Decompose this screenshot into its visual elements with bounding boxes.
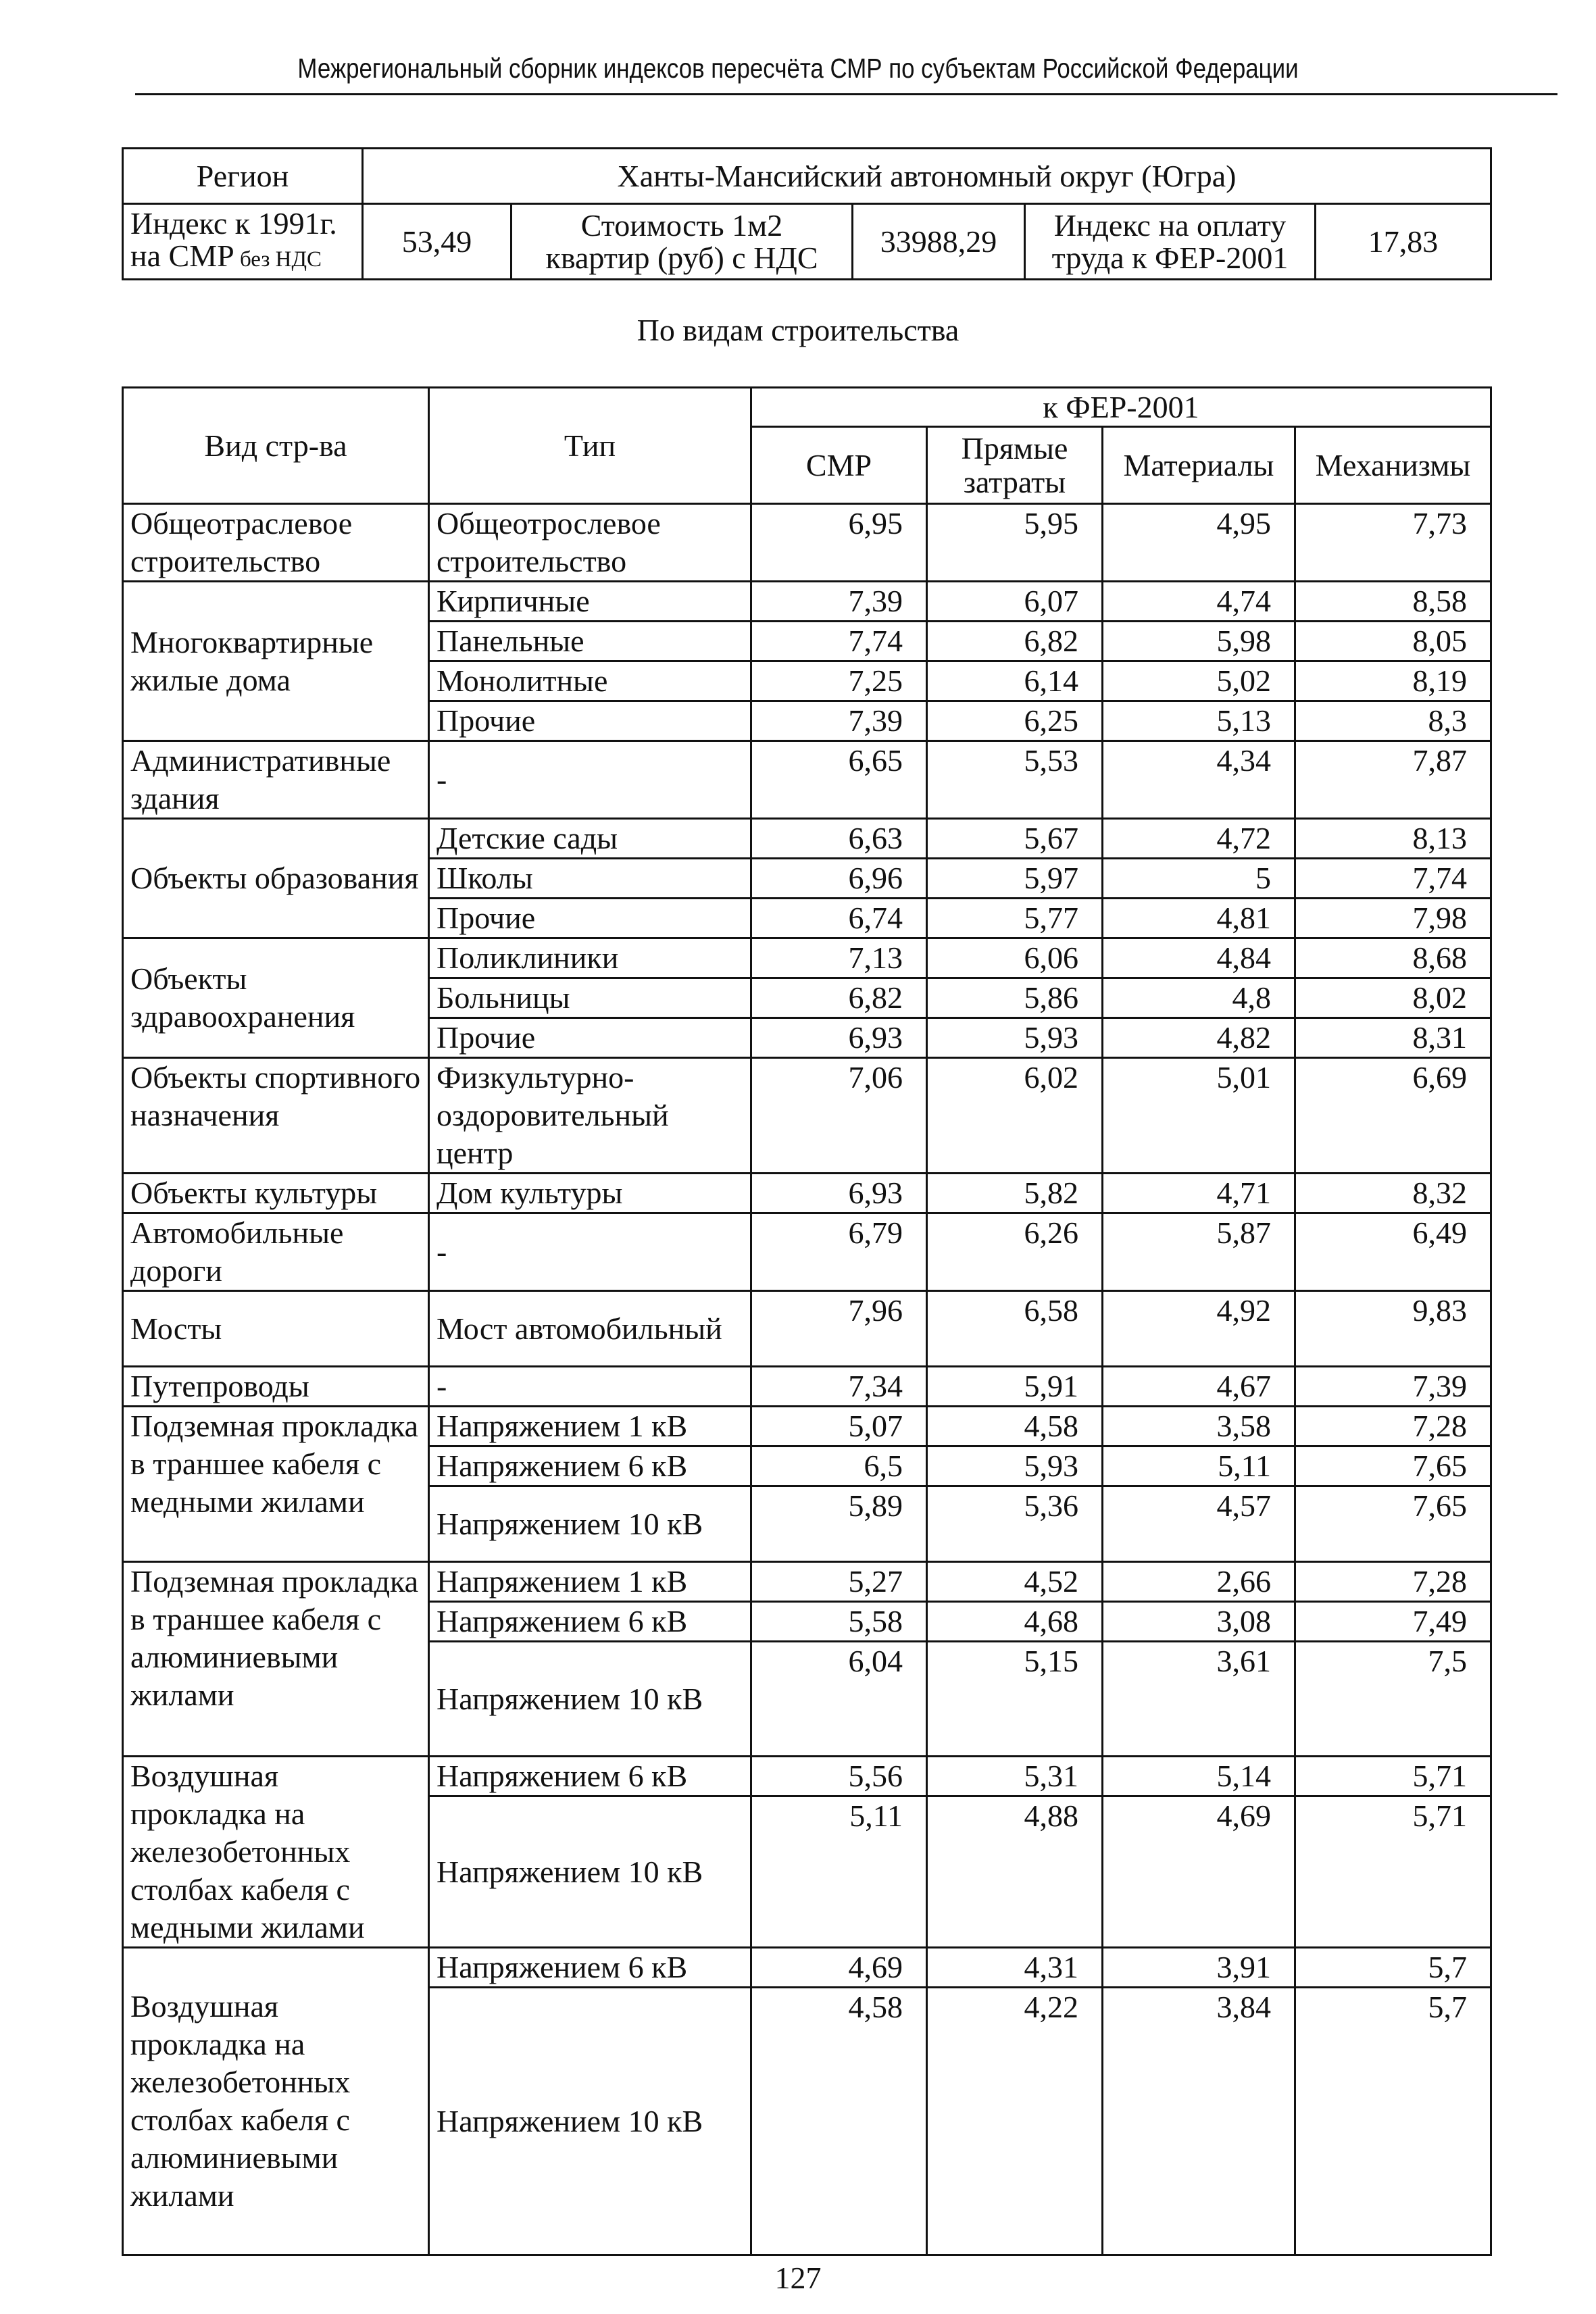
materials-value: 5,14 xyxy=(1103,1757,1295,1796)
direct-costs-value: 6,82 xyxy=(927,622,1103,661)
direct-costs-value: 5,86 xyxy=(927,978,1103,1018)
labor-label xyxy=(1025,204,1316,280)
machines-value: 8,68 xyxy=(1295,938,1491,978)
machines-value: 8,58 xyxy=(1295,582,1491,622)
direct-costs-value: 5,95 xyxy=(927,504,1103,582)
smr-value: 7,13 xyxy=(751,938,927,978)
machines-value: 7,28 xyxy=(1295,1562,1491,1602)
smr-value: 5,27 xyxy=(751,1562,927,1602)
construction-type-cell: Кирпичные xyxy=(429,582,751,622)
header-machines: Механизмы xyxy=(1295,427,1491,504)
materials-value: 4,69 xyxy=(1103,1796,1295,1948)
construction-type-cell: Напряжением 6 кВ xyxy=(429,1602,751,1642)
header-smr: СМР xyxy=(751,427,927,504)
cost-value: 33988,29 xyxy=(853,204,1025,280)
smr-value: 5,89 xyxy=(751,1486,927,1562)
construction-type-cell: Дом культуры xyxy=(429,1174,751,1213)
materials-value: 3,58 xyxy=(1103,1407,1295,1447)
table-row xyxy=(123,582,1491,622)
header-rule xyxy=(135,93,1557,95)
smr-value: 6,63 xyxy=(751,819,927,859)
machines-value: 7,65 xyxy=(1295,1447,1491,1486)
construction-kind-cell: Многоквартирные жилые дома xyxy=(123,582,429,741)
smr-value: 7,25 xyxy=(751,661,927,701)
construction-type-cell: Физкультурно-оздоровительный центр xyxy=(429,1058,751,1174)
smr-value: 7,06 xyxy=(751,1058,927,1174)
smr-value: 7,96 xyxy=(751,1291,927,1367)
materials-value: 4,81 xyxy=(1103,899,1295,938)
materials-value: 3,84 xyxy=(1103,1988,1295,2255)
smr-value: 4,58 xyxy=(751,1988,927,2255)
direct-costs-value: 5,67 xyxy=(927,819,1103,859)
direct-costs-value: 5,77 xyxy=(927,899,1103,938)
direct-costs-value: 5,93 xyxy=(927,1018,1103,1058)
construction-type-cell: Напряжением 10 кВ xyxy=(429,1486,751,1562)
table-row xyxy=(123,1757,1491,1796)
materials-value: 4,72 xyxy=(1103,819,1295,859)
header-type: Тип xyxy=(429,388,751,504)
direct-costs-value: 4,31 xyxy=(927,1948,1103,1988)
labor-label-line1: Индекс на оплату xyxy=(1053,207,1287,243)
materials-value: 3,08 xyxy=(1103,1602,1295,1642)
page-header: Межрегиональный сборник индексов пересчёта СМР по субъектам Российской Федерации xyxy=(297,53,1299,84)
construction-kind-cell: Воздушная прокладка на железобетонных столбах кабеля с медными жилами xyxy=(123,1757,429,1948)
materials-value: 4,92 xyxy=(1103,1291,1295,1367)
table-row xyxy=(123,819,1491,859)
smr-value: 5,56 xyxy=(751,1757,927,1796)
smr-value: 7,34 xyxy=(751,1367,927,1407)
direct-costs-value: 5,15 xyxy=(927,1642,1103,1757)
table-row xyxy=(123,504,1491,582)
header-kind: Вид стр-ва xyxy=(123,388,429,504)
direct-costs-value: 6,06 xyxy=(927,938,1103,978)
construction-type-cell: Напряжением 1 кВ xyxy=(429,1407,751,1447)
machines-value: 8,19 xyxy=(1295,661,1491,701)
construction-kind-cell: Мосты xyxy=(123,1291,429,1367)
construction-kind-cell: Объекты здравоохранения xyxy=(123,938,429,1058)
smr-value: 6,93 xyxy=(751,1174,927,1213)
construction-kind-cell: Воздушная прокладка на железобетонных столбах кабеля с алюминиевыми жилами xyxy=(123,1948,429,2255)
construction-kind-cell: Общеотраслевое строительство xyxy=(123,504,429,582)
smr-value: 7,74 xyxy=(751,622,927,661)
construction-type-cell: Общеотрослевое строительство xyxy=(429,504,751,582)
direct-costs-value: 6,25 xyxy=(927,701,1103,741)
direct-costs-value: 5,36 xyxy=(927,1486,1103,1562)
construction-type-cell: Больницы xyxy=(429,978,751,1018)
smr-value: 7,39 xyxy=(751,582,927,622)
table-row xyxy=(123,1407,1491,1447)
direct-costs-value: 4,68 xyxy=(927,1602,1103,1642)
table-row xyxy=(123,1948,1491,1988)
materials-value: 2,66 xyxy=(1103,1562,1295,1602)
construction-kind-cell: Административные здания xyxy=(123,741,429,819)
construction-type-cell: - xyxy=(429,1367,751,1407)
construction-kind-cell: Подземная прокладка в траншее кабеля с медными жилами xyxy=(123,1407,429,1562)
smr-value: 6,93 xyxy=(751,1018,927,1058)
machines-value: 7,28 xyxy=(1295,1407,1491,1447)
construction-type-cell: Напряжением 10 кВ xyxy=(429,1988,751,2255)
machines-value: 6,69 xyxy=(1295,1058,1491,1174)
materials-value: 5,01 xyxy=(1103,1058,1295,1174)
machines-value: 7,98 xyxy=(1295,899,1491,938)
machines-value: 7,73 xyxy=(1295,504,1491,582)
materials-value: 5,13 xyxy=(1103,701,1295,741)
direct-costs-value: 5,31 xyxy=(927,1757,1103,1796)
smr-value: 6,82 xyxy=(751,978,927,1018)
smr-value: 5,11 xyxy=(751,1796,927,1948)
machines-value: 5,7 xyxy=(1295,1988,1491,2255)
machines-value: 5,71 xyxy=(1295,1796,1491,1948)
machines-value: 5,7 xyxy=(1295,1948,1491,1988)
direct-costs-value: 6,02 xyxy=(927,1058,1103,1174)
smr-value: 6,96 xyxy=(751,859,927,899)
header-direct-costs xyxy=(927,427,1103,504)
construction-type-cell: Школы xyxy=(429,859,751,899)
materials-value: 4,95 xyxy=(1103,504,1295,582)
materials-value: 5,02 xyxy=(1103,661,1295,701)
smr-value: 6,04 xyxy=(751,1642,927,1757)
machines-value: 7,65 xyxy=(1295,1486,1491,1562)
construction-type-cell: Напряжением 6 кВ xyxy=(429,1757,751,1796)
machines-value: 9,83 xyxy=(1295,1291,1491,1367)
header-fer-group: к ФЕР-2001 xyxy=(751,388,1491,427)
direct-costs-value: 6,07 xyxy=(927,582,1103,622)
construction-type-cell: Напряжением 10 кВ xyxy=(429,1796,751,1948)
direct-costs-value: 6,26 xyxy=(927,1213,1103,1291)
machines-value: 6,49 xyxy=(1295,1213,1491,1291)
smr-value: 7,39 xyxy=(751,701,927,741)
smr-value: 6,95 xyxy=(751,504,927,582)
machines-value: 8,31 xyxy=(1295,1018,1491,1058)
construction-type-cell: Прочие xyxy=(429,899,751,938)
page-number: 127 xyxy=(774,2261,822,2295)
direct-costs-value: 6,14 xyxy=(927,661,1103,701)
machines-value: 7,74 xyxy=(1295,859,1491,899)
construction-kind-cell: Подземная прокладка в траншее кабеля с алюминиевыми жилами xyxy=(123,1562,429,1757)
construction-type-cell: Прочие xyxy=(429,701,751,741)
machines-value: 7,87 xyxy=(1295,741,1491,819)
construction-kind-cell: Объекты образования xyxy=(123,819,429,938)
materials-value: 4,71 xyxy=(1103,1174,1295,1213)
table-row xyxy=(123,938,1491,978)
construction-type-cell: Напряжением 10 кВ xyxy=(429,1642,751,1757)
labor-value: 17,83 xyxy=(1316,204,1491,280)
index-label-line2: на СМР xyxy=(130,238,234,273)
smr-value: 6,5 xyxy=(751,1447,927,1486)
construction-type-cell: Напряжением 1 кВ xyxy=(429,1562,751,1602)
table-row xyxy=(123,1058,1491,1174)
materials-value: 3,61 xyxy=(1103,1642,1295,1757)
construction-type-cell: Монолитные xyxy=(429,661,751,701)
machines-value: 8,32 xyxy=(1295,1174,1491,1213)
table-row xyxy=(123,1562,1491,1602)
construction-type-cell: Прочие xyxy=(429,1018,751,1058)
construction-type-cell: - xyxy=(429,1213,751,1291)
direct-costs-value: 6,58 xyxy=(927,1291,1103,1367)
materials-value: 5,11 xyxy=(1103,1447,1295,1486)
materials-value: 4,67 xyxy=(1103,1367,1295,1407)
smr-value: 5,58 xyxy=(751,1602,927,1642)
direct-costs-value: 4,52 xyxy=(927,1562,1103,1602)
direct-costs-value: 5,97 xyxy=(927,859,1103,899)
materials-value: 4,57 xyxy=(1103,1486,1295,1562)
materials-value: 3,91 xyxy=(1103,1948,1295,1988)
construction-type-cell: Мост автомобильный xyxy=(429,1291,751,1367)
construction-type-cell: - xyxy=(429,741,751,819)
region-value: Ханты-Мансийский автономный округ (Югра) xyxy=(363,149,1491,204)
smr-value: 6,74 xyxy=(751,899,927,938)
direct-costs-value: 5,91 xyxy=(927,1367,1103,1407)
header-direct-line1: Прямые xyxy=(961,430,1068,466)
construction-type-cell: Напряжением 6 кВ xyxy=(429,1948,751,1988)
region-table xyxy=(122,147,1492,280)
direct-costs-value: 4,22 xyxy=(927,1988,1103,2255)
construction-type-cell: Поликлиники xyxy=(429,938,751,978)
machines-value: 5,71 xyxy=(1295,1757,1491,1796)
direct-costs-value: 4,88 xyxy=(927,1796,1103,1948)
construction-index-table xyxy=(122,386,1492,2256)
smr-value: 6,79 xyxy=(751,1213,927,1291)
materials-value: 4,82 xyxy=(1103,1018,1295,1058)
table-row xyxy=(123,1367,1491,1407)
construction-kind-cell: Объекты культуры xyxy=(123,1174,429,1213)
machines-value: 8,13 xyxy=(1295,819,1491,859)
direct-costs-value: 5,93 xyxy=(927,1447,1103,1486)
materials-value: 5 xyxy=(1103,859,1295,899)
construction-type-cell: Напряжением 6 кВ xyxy=(429,1447,751,1486)
table-row xyxy=(123,1291,1491,1367)
direct-costs-value: 5,82 xyxy=(927,1174,1103,1213)
materials-value: 4,34 xyxy=(1103,741,1295,819)
machines-value: 7,49 xyxy=(1295,1602,1491,1642)
materials-value: 4,8 xyxy=(1103,978,1295,1018)
materials-value: 4,84 xyxy=(1103,938,1295,978)
materials-value: 5,87 xyxy=(1103,1213,1295,1291)
cost-label-line2: квартир (руб) с НДС xyxy=(545,240,818,275)
materials-value: 5,98 xyxy=(1103,622,1295,661)
machines-value: 7,39 xyxy=(1295,1367,1491,1407)
table-row xyxy=(123,741,1491,819)
header-materials: Материалы xyxy=(1103,427,1295,504)
index-label xyxy=(123,204,363,280)
labor-label-line2: труда к ФЕР-2001 xyxy=(1051,240,1289,275)
section-subtitle: По видам строительства xyxy=(637,313,959,347)
construction-kind-cell: Автомобильные дороги xyxy=(123,1213,429,1291)
smr-value: 4,69 xyxy=(751,1948,927,1988)
header-direct-line2: затраты xyxy=(963,464,1066,499)
construction-type-cell: Панельные xyxy=(429,622,751,661)
materials-value: 4,74 xyxy=(1103,582,1295,622)
table-row xyxy=(123,1174,1491,1213)
construction-kind-cell: Объекты спортивного назначения xyxy=(123,1058,429,1174)
machines-value: 8,3 xyxy=(1295,701,1491,741)
table-row xyxy=(123,1213,1491,1291)
machines-value: 8,02 xyxy=(1295,978,1491,1018)
direct-costs-value: 5,53 xyxy=(927,741,1103,819)
machines-value: 7,5 xyxy=(1295,1642,1491,1757)
index-label-line1: Индекс к 1991г. xyxy=(130,206,337,241)
cost-label-line1: Стоимость 1м2 xyxy=(580,207,783,243)
cost-label xyxy=(512,204,853,280)
smr-value: 6,65 xyxy=(751,741,927,819)
direct-costs-value: 4,58 xyxy=(927,1407,1103,1447)
smr-value: 5,07 xyxy=(751,1407,927,1447)
region-label: Регион xyxy=(123,149,363,204)
construction-type-cell: Детские сады xyxy=(429,819,751,859)
construction-kind-cell: Путепроводы xyxy=(123,1367,429,1407)
machines-value: 8,05 xyxy=(1295,622,1491,661)
index-value: 53,49 xyxy=(363,204,512,280)
index-label-small: без НДС xyxy=(234,247,322,272)
